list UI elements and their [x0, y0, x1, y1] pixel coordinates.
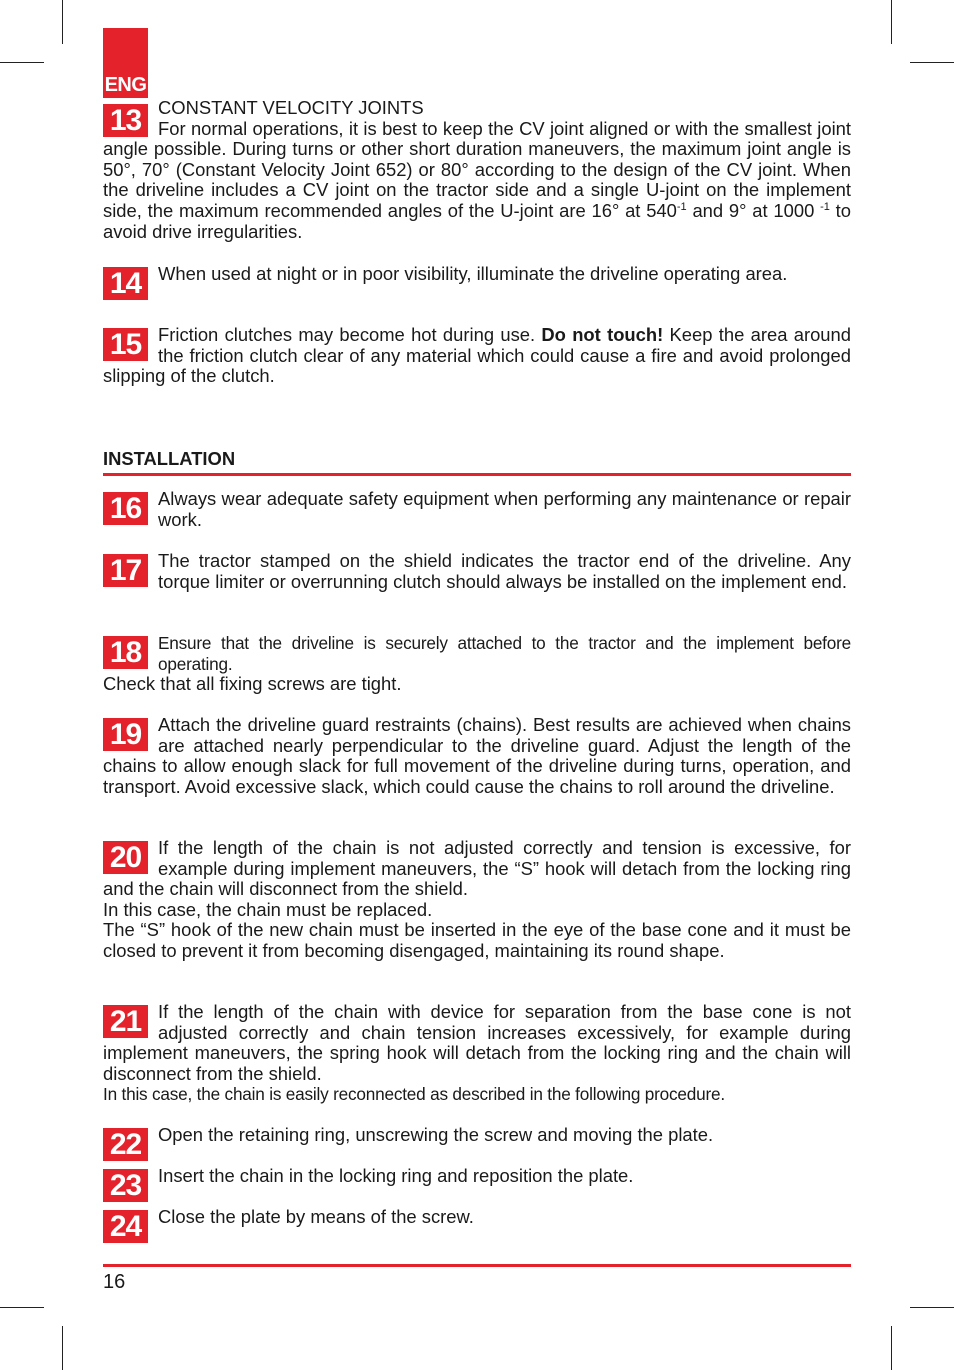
superscript: -1 [676, 200, 687, 213]
item-text: Close the plate by means of the screw. [158, 1206, 474, 1227]
item-text: Always wear adequate safety equipment when performing any maintenance or repair work. [158, 488, 851, 530]
item-15 [103, 325, 851, 387]
item-17 [103, 551, 851, 592]
item-18 [103, 633, 851, 695]
item-21 [103, 1002, 851, 1105]
item-number-badge: 13 [103, 104, 148, 137]
item-text: Friction clutches may become hot during use. [158, 324, 542, 345]
crop-mark [62, 0, 63, 44]
crop-mark [910, 1307, 954, 1308]
crop-mark [0, 1307, 44, 1308]
crop-mark [62, 1326, 63, 1370]
item-text: Keep the area around the friction clutch clear of any material which could cause a fire and avoid prolonged slipping of the clutch. [103, 324, 851, 387]
item-13 [103, 98, 851, 242]
item-text: to avoid drive irregularities. [103, 199, 851, 242]
item-text: If the length of the chain with device for separation from the base cone is not adjusted correctly and chain tension increases excessively, for example during implement maneuvers, the spring hook will detach from the locking ring and the chain will disconnect from the shield. [103, 1001, 851, 1084]
item-text: and 9° at 1000 [686, 199, 821, 221]
crop-mark [910, 62, 954, 63]
section-title: INSTALLATION [103, 448, 851, 476]
item-text: Attach the driveline guard restraints (chains). Best results are achieved when chains are attached nearly perpendicular to the driveline guard. Adjust the length of the chains to allow enough slack for full movement of the driveline during turns, operation, and transport. Avoid excessive slack, which could cause the chains to roll around the driveline. [103, 714, 851, 797]
item-16 [103, 489, 851, 530]
item-number-badge: 18 [103, 636, 148, 669]
language-tab [103, 28, 148, 98]
item-number-badge: 14 [103, 267, 148, 300]
item-text: When used at night or in poor visibility, illuminate the driveline operating area. [158, 263, 788, 284]
item-23 [103, 1166, 851, 1202]
item-text: Check that all fixing screws are tight. [103, 673, 402, 695]
item-14 [103, 264, 851, 300]
item-number-badge: 17 [103, 554, 148, 587]
item-number-badge: 22 [103, 1128, 148, 1161]
item-heading: CONSTANT VELOCITY JOINTS [158, 97, 424, 118]
item-24 [103, 1207, 851, 1243]
item-number-badge: 24 [103, 1210, 148, 1243]
language-label: ENG [104, 74, 147, 96]
superscript: -1 [820, 200, 830, 213]
warning-text: Do not touch! [541, 324, 664, 345]
item-number-badge: 15 [103, 328, 148, 361]
item-text: Insert the chain in the locking ring and reposition the plate. [158, 1165, 634, 1186]
item-text: The tractor stamped on the shield indicates the tractor end of the driveline. Any torque limiter or overrunning clutch should always be installed on the implement end. [158, 550, 851, 592]
item-19 [103, 715, 851, 797]
item-text: Open the retaining ring, unscrewing the screw and moving the plate. [158, 1124, 714, 1145]
item-text: If the length of the chain is not adjusted correctly and tension is excessive, for example during implement maneuvers, the “S” hook will detach from the locking ring and the chain will disconnect from the shield. [103, 837, 851, 900]
item-number-badge: 16 [103, 492, 148, 525]
item-number-badge: 21 [103, 1005, 148, 1038]
crop-mark [0, 62, 44, 63]
item-number-badge: 19 [103, 718, 148, 751]
item-number-badge: 23 [103, 1169, 148, 1202]
item-text: For normal operations, it is best to keep the CV joint aligned or with the smallest joint angle possible. During turns or other short duration maneuvers, the maximum joint angle is 50°, 70° (Constant Velocity Joint 652) or 80° according to the design of the CV joint. When the driveline includes a CV joint on the tractor side and a single U-joint on the implement side, the maximum recommended angles of the U-joint are 16° at 540 [103, 117, 851, 221]
item-text: The “S” hook of the new chain must be inserted in the eye of the base cone and it must be closed to prevent it from becoming disengaged, maintaining its round shape. [103, 919, 851, 961]
page-number: 16 [103, 1271, 126, 1293]
item-text: In this case, the chain is easily reconnected as described in the following procedure. [103, 1084, 725, 1105]
crop-mark [891, 0, 892, 44]
item-text: In this case, the chain must be replaced. [103, 898, 433, 920]
item-22 [103, 1125, 851, 1161]
item-number-badge: 20 [103, 841, 148, 874]
item-text: Ensure that the driveline is securely attached to the tractor and the implement before operating. [158, 633, 851, 674]
crop-mark [891, 1326, 892, 1370]
footer-divider [103, 1264, 851, 1267]
item-20 [103, 838, 851, 962]
